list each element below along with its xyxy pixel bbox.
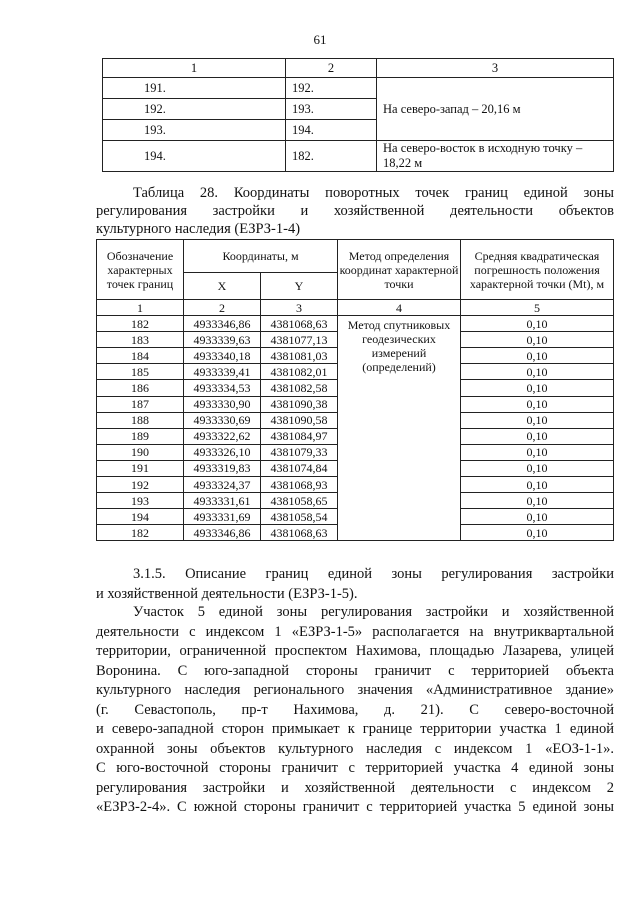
error-value: 0,10 [461, 460, 614, 476]
to-point: 194. [286, 120, 377, 141]
direction-note: На северо-запад – 20,16 м [377, 78, 614, 141]
from-point: 193. [103, 120, 286, 141]
point-id: 183 [97, 332, 184, 348]
to-point: 182. [286, 141, 377, 172]
from-point: 194. [103, 141, 286, 172]
from-point: 191. [103, 78, 286, 99]
paragraph-line: и северо-западной сторон примыкает к границе территории участка 1 единой [96, 721, 614, 737]
caption-line: регулирования застройки и хозяйственной деятельности объектов [96, 203, 614, 219]
point-id: 194 [97, 509, 184, 525]
coord-y: 4381084,97 [261, 428, 338, 444]
column-number: 5 [461, 300, 614, 316]
error-value: 0,10 [461, 348, 614, 364]
point-id: 185 [97, 364, 184, 380]
error-value: 0,10 [461, 332, 614, 348]
header-x: X [184, 273, 261, 300]
coord-y: 4381068,63 [261, 525, 338, 541]
point-id: 186 [97, 380, 184, 396]
point-id: 193 [97, 493, 184, 509]
heading-line: и хозяйственной деятельности (ЕЗРЗ-1-5). [96, 585, 358, 602]
table-header-row [97, 240, 614, 273]
error-value: 0,10 [461, 525, 614, 541]
coord-y: 4381074,84 [261, 460, 338, 476]
from-point: 192. [103, 99, 286, 120]
header-coords: Координаты, м [184, 240, 338, 273]
error-value: 0,10 [461, 412, 614, 428]
error-value: 0,10 [461, 316, 614, 332]
coordinates-table [96, 239, 614, 541]
coord-y: 4381079,33 [261, 444, 338, 460]
header-method: Метод определения координат характерной точки [338, 240, 461, 300]
paragraph-line: Воронина. С юго-западной стороны граничит с территорией объекта [96, 662, 614, 679]
coord-y: 4381058,54 [261, 509, 338, 525]
error-value: 0,10 [461, 477, 614, 493]
paragraph-line: (г. Севастополь, пр-т Нахимова, д. 21). С северо-восточной [96, 701, 614, 718]
to-point: 192. [286, 78, 377, 99]
header-y: Y [261, 273, 338, 300]
coord-x: 4933322,62 [184, 428, 261, 444]
column-header: 1 [103, 59, 286, 78]
paragraph-line: Участок 5 единой зоны регулирования застройки и хозяйственной [133, 604, 614, 620]
coord-x: 4933324,37 [184, 477, 261, 493]
point-id: 182 [97, 525, 184, 541]
error-value: 0,10 [461, 364, 614, 380]
coord-y: 4381081,03 [261, 348, 338, 364]
coord-x: 4933340,18 [184, 348, 261, 364]
point-id: 188 [97, 412, 184, 428]
column-number: 1 [97, 300, 184, 316]
paragraph-line: С юго-восточной стороны граничит с территорией участка 4 единой зоны [96, 760, 614, 776]
point-id: 187 [97, 396, 184, 412]
method-cell: Метод спутниковых геодезических измерений (определений) [338, 316, 461, 541]
error-value: 0,10 [461, 444, 614, 460]
to-point: 193. [286, 99, 377, 120]
table-caption [96, 184, 614, 238]
boundary-segments-table [102, 58, 614, 172]
direction-note: На северо-восток в исходную точку – 18,22 м [377, 141, 614, 172]
column-number: 2 [184, 300, 261, 316]
coord-y: 4381090,58 [261, 412, 338, 428]
heading-line: 3.1.5. Описание границ единой зоны регулирования застройки [133, 566, 614, 582]
coord-x: 4933339,63 [184, 332, 261, 348]
page-number: 61 [313, 32, 327, 47]
header-point: Обозначение характерных точек границ [97, 240, 184, 300]
caption-line: культурного наследия (ЕЗРЗ-1-4) [96, 221, 301, 237]
table-row [103, 141, 614, 172]
point-id: 192 [97, 477, 184, 493]
table-header-row [103, 59, 614, 78]
body-paragraph [96, 603, 614, 818]
point-id: 191 [97, 460, 184, 476]
paragraph-line: деятельности с индексом 1 «ЕЗРЗ-1-5» располагается на внутриквартальной [96, 623, 614, 640]
section-heading [96, 565, 614, 604]
column-number-row [97, 300, 614, 316]
column-header: 3 [377, 59, 614, 78]
coord-y: 4381082,58 [261, 380, 338, 396]
coord-x: 4933330,69 [184, 412, 261, 428]
paragraph-line: «ЕЗРЗ-2-4». С южной стороны граничит с территорией участка 5 единой зоны [96, 799, 614, 815]
column-number: 4 [338, 300, 461, 316]
coord-y: 4381077,13 [261, 332, 338, 348]
coord-x: 4933331,61 [184, 493, 261, 509]
error-value: 0,10 [461, 493, 614, 509]
coord-y: 4381090,38 [261, 396, 338, 412]
coord-x: 4933330,90 [184, 396, 261, 412]
paragraph-line: культурного наследия регионального значения «Административное здание» [96, 682, 614, 698]
column-number: 3 [261, 300, 338, 316]
coord-y: 4381068,93 [261, 477, 338, 493]
coord-x: 4933326,10 [184, 444, 261, 460]
coord-x: 4933346,86 [184, 316, 261, 332]
point-id: 189 [97, 428, 184, 444]
coord-x: 4933319,83 [184, 460, 261, 476]
coord-x: 4933339,41 [184, 364, 261, 380]
coord-y: 4381082,01 [261, 364, 338, 380]
caption-line: Таблица 28. Координаты поворотных точек границ единой зоны [133, 185, 614, 201]
coord-x: 4933334,53 [184, 380, 261, 396]
coord-y: 4381068,63 [261, 316, 338, 332]
paragraph-line: регулирования застройки и хозяйственной деятельности с индексом 2 [96, 779, 614, 796]
point-id: 190 [97, 444, 184, 460]
error-value: 0,10 [461, 509, 614, 525]
table-row [97, 316, 614, 332]
paragraph-line: территории, ограниченной проспектом Нахимова, площадью Лазарева, улицей [96, 643, 614, 659]
table-row [103, 78, 614, 99]
header-error: Средняя квадратическая погрешность положения характерной точки (Mt), м [461, 240, 614, 300]
point-id: 184 [97, 348, 184, 364]
error-value: 0,10 [461, 428, 614, 444]
paragraph-line: охранной зоны объектов культурного наследия с индексом 1 «ЕОЗ-1-1». [96, 740, 614, 757]
coord-x: 4933346,86 [184, 525, 261, 541]
column-header: 2 [286, 59, 377, 78]
error-value: 0,10 [461, 380, 614, 396]
coord-x: 4933331,69 [184, 509, 261, 525]
coord-y: 4381058,65 [261, 493, 338, 509]
error-value: 0,10 [461, 396, 614, 412]
point-id: 182 [97, 316, 184, 332]
